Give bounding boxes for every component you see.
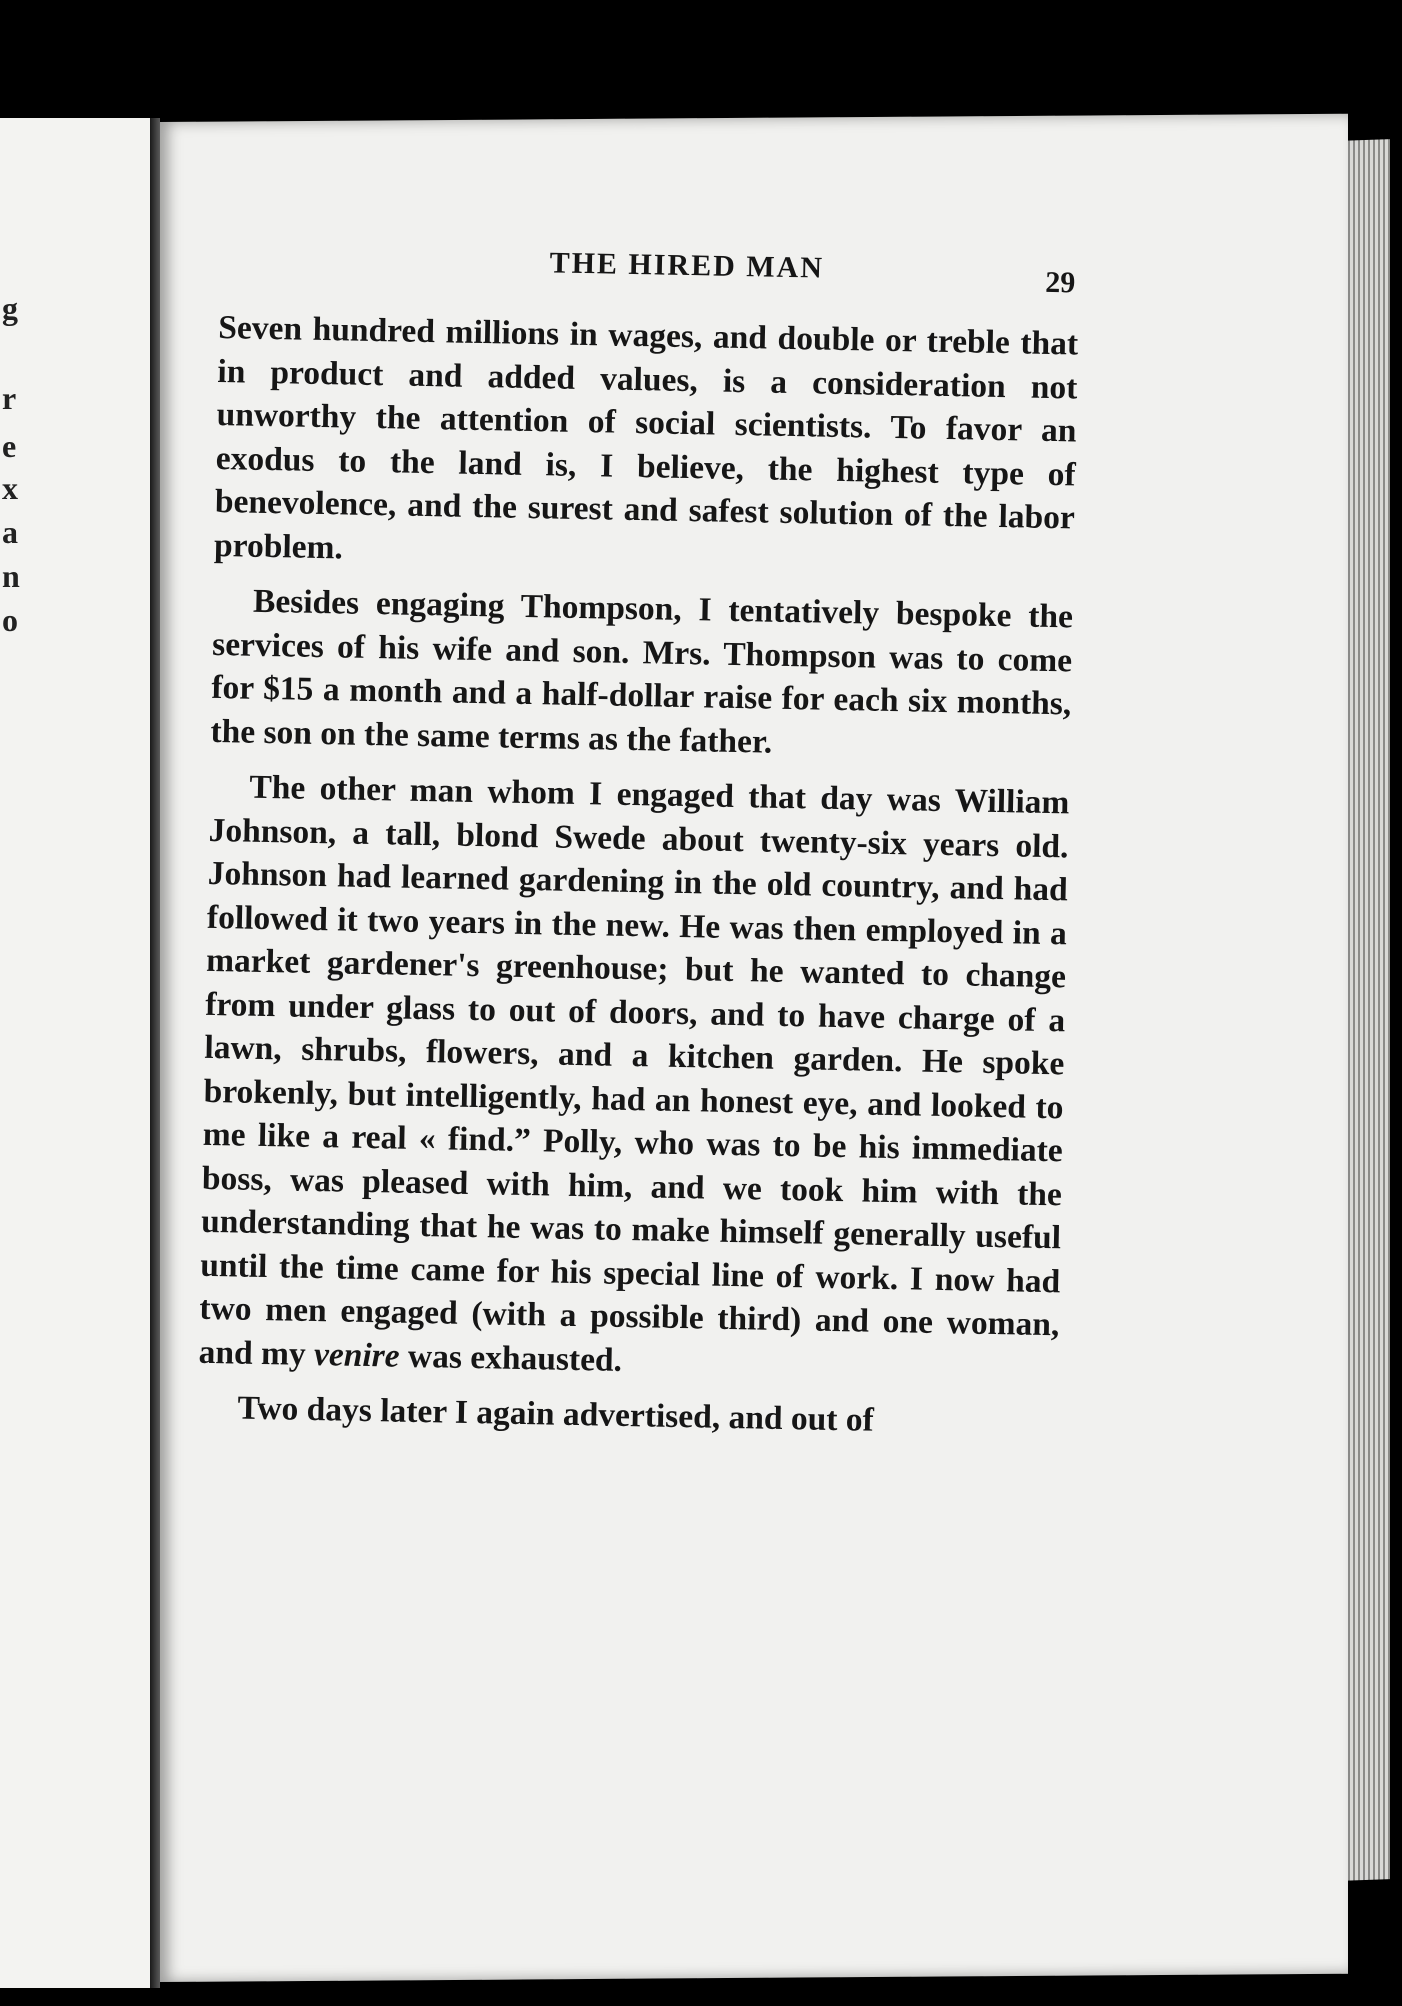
italic-term: venire <box>313 1335 400 1375</box>
paragraph-text: was exhausted. <box>399 1337 623 1379</box>
page-number: 29 <box>1045 265 1076 300</box>
paragraph: Besides engaging Thompson, I tentatively bespoke the services of his wife and son. Mrs. Thompson was to come for $15 a month and a half-dollar raise for each six months, the son on the same terms as the father. <box>210 582 1074 761</box>
edge-letter: n <box>2 558 20 594</box>
paragraph-text: The other man whom I engaged that day was William Johnson, a tall, blond Swede about twenty-six years old. Johnson had learned gardening in the old country, and had followed it two years in the new. He was then employed in a market gardener's greenhouse; but he wanted to change from under glass to out of doors, and to have charge of a lawn, shrubs, flowers, and a kitchen garden. He spoke brokenly, but intelligently, had an honest eye, and looked to me like a real « find.” Polly, who was to be his immediate boss, was pleased with him, and we took him with the understanding that he was to make himself generally useful until the time came for his special line of work. I now had two men engaged (with a possible third) and one woman, and my <box>198 768 1070 1373</box>
paragraph: Seven hundred millions in wages, and double or treble that in product and added values, is a consideration not unworthy the attention of social scientists. To favor an exodus to the land is, I believe, the highest type of benevolence, and the surest and safest solution of the labor problem. <box>213 308 1079 566</box>
edge-letter: a <box>2 514 18 550</box>
facing-page-fragment <box>0 118 156 1988</box>
book-gutter <box>150 118 160 1988</box>
paragraph: Two days later I again advertised, and out of <box>237 1389 875 1439</box>
edge-letter: g <box>2 290 18 326</box>
edge-letter: r <box>2 380 17 416</box>
edge-letter: e <box>2 428 17 464</box>
edge-letter: x <box>2 470 18 506</box>
page-text-block <box>197 240 1080 1446</box>
paragraph <box>198 765 1070 1390</box>
running-title: THE HIRED MAN <box>549 246 825 285</box>
edge-letter: o <box>2 602 18 638</box>
